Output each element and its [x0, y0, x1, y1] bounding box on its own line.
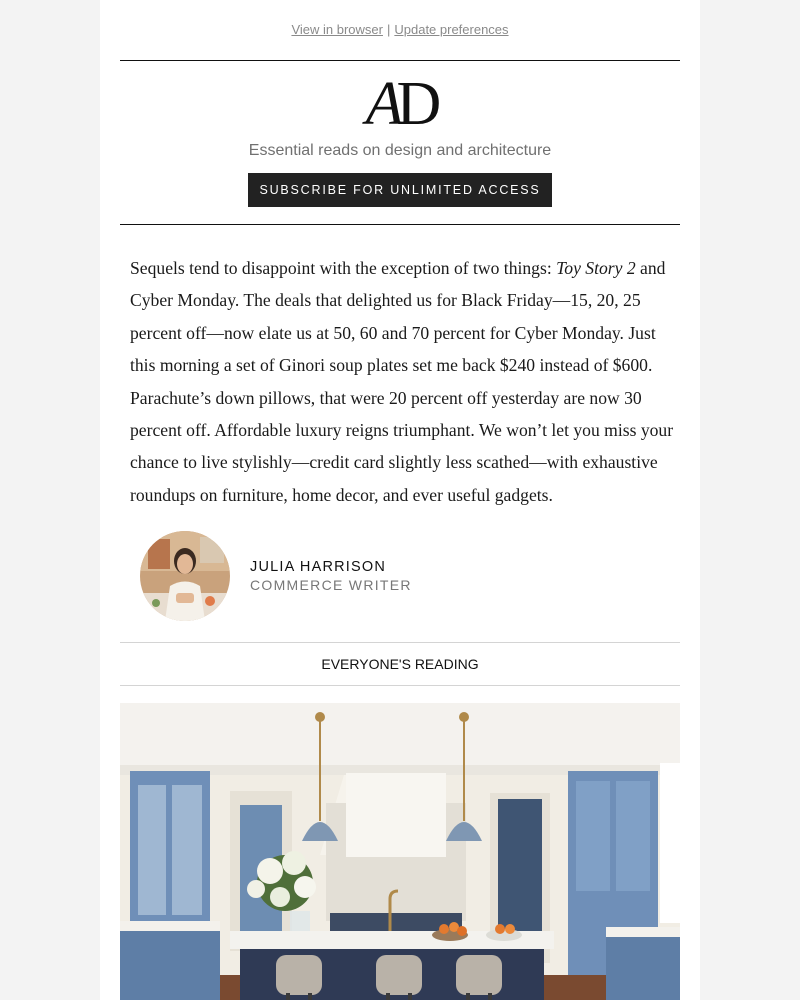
- header-bottom-rule: [120, 224, 680, 225]
- kitchen-illustration: [120, 703, 680, 1000]
- header-top-rule: [120, 60, 680, 61]
- intro-part-1: Sequels tend to disappoint with the exception of two things:: [130, 258, 557, 278]
- article-intro: [130, 252, 675, 511]
- author-avatar: [140, 531, 230, 621]
- tagline: Essential reads on design and architecture: [248, 142, 552, 159]
- author-block: [140, 531, 660, 621]
- link-separator: |: [386, 22, 391, 37]
- section-top-rule: [120, 642, 680, 643]
- section-title: EVERYONE'S READING: [321, 656, 479, 672]
- logo-letter-d: D: [396, 70, 435, 138]
- author-name: JULIA HARRISON: [250, 559, 387, 575]
- update-preferences-link[interactable]: Update preferences: [394, 22, 509, 37]
- ad-logo[interactable]: [100, 72, 700, 136]
- author-role: COMMERCE WRITER: [250, 577, 412, 593]
- email-container: [100, 0, 700, 1000]
- avatar-photo: [140, 531, 230, 621]
- intro-italic-title: Toy Story 2: [556, 258, 636, 278]
- section-bottom-rule: [120, 685, 680, 686]
- view-in-browser-link[interactable]: View in browser: [291, 22, 383, 37]
- kitchen-hero-image[interactable]: [120, 703, 680, 1000]
- subscribe-button[interactable]: SUBSCRIBE FOR UNLIMITED ACCESS: [248, 173, 552, 207]
- logo-letter-a: A: [365, 70, 397, 138]
- intro-part-2: and Cyber Monday. The deals that delighted us for Black Friday—15, 20, 25 percent off—now elate us at 50, 60 and 70 percent for Cyber Monday. Just this morning a set of Ginori soup plates set me back $240 instead of $600. Parachute’s down pillows, that were 20 percent off yesterday are now 30 percent off. Affordable luxury reigns triumphant. We won’t let you miss your chance to live stylishly—credit card slightly less scathed—with exhaustive roundups on furniture, home decor, and ever useful gadgets.: [130, 258, 674, 505]
- top-links: [100, 22, 700, 37]
